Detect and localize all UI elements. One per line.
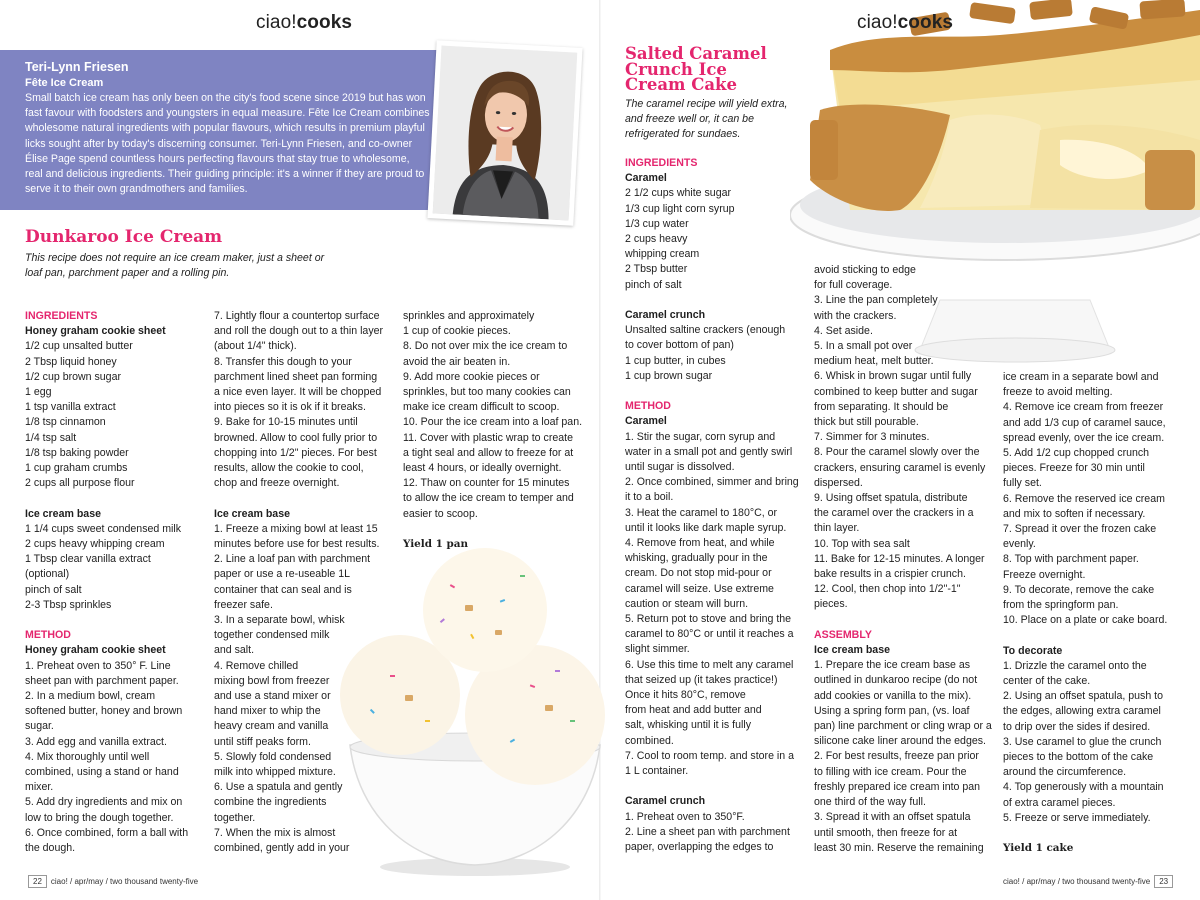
recipe-line: the dough. (25, 842, 76, 855)
recipe-line: 2. For best results, freeze pan prior (814, 750, 979, 763)
recipe-line: 2. Line a loaf pan with parchment (214, 553, 371, 566)
recipe-line: 1/2 cup unsalted butter (25, 340, 133, 353)
recipe-line: 1/4 tsp salt (25, 431, 77, 444)
profile-block (25, 60, 430, 197)
recipe-line: 8. Pour the caramel slowly over the (814, 446, 980, 459)
recipe-line: 10. Top with sea salt (814, 537, 910, 550)
recipe-line: for full coverage. (814, 279, 893, 292)
recipe-line: 2-3 Tbsp sprinkles (25, 598, 112, 611)
recipe-line: crackers, ensuring caramel is evenly (814, 461, 986, 474)
recipe-line: bake results in a crispier crunch. (814, 568, 966, 581)
subheading: Caramel crunch (625, 309, 706, 322)
recipe-line: 7. Cool to room temp. and store in a (625, 749, 794, 762)
recipe-line: combined, using a stand or hand (25, 766, 179, 779)
recipe-line: until it looks like dark maple syrup. (625, 521, 787, 534)
recipe-line: 3. Add egg and vanilla extract. (25, 735, 167, 748)
recipe-line: around the circumference. (1003, 766, 1127, 779)
dunkaroo-title: Dunkaroo Ice Cream (25, 227, 223, 247)
recipe-line: low to bring the dough together. (25, 811, 174, 824)
recipe-line: medium heat, melt butter. (814, 355, 934, 368)
recipe-line: that seized up (it takes practice!) (625, 673, 778, 686)
recipe-line: 1. Preheat oven to 350°F. (625, 810, 745, 823)
recipe-line: fully set. (1003, 477, 1042, 490)
recipe-line: and mix to soften if necessary. (1003, 507, 1146, 520)
recipe-line: to drip over the sides if desired. (1003, 720, 1151, 733)
recipe-line: together. (214, 811, 256, 824)
profile-company: Fête Ice Cream (25, 77, 104, 89)
recipe-line: 3. Heat the caramel to 180°C, or (625, 506, 778, 519)
recipe-line: caution or steam will burn. (625, 597, 749, 610)
recipe-line: caramel will seize. Use extreme (625, 582, 774, 595)
recipe-line: hand mixer to whip the (214, 705, 321, 718)
subheading: Caramel (625, 415, 667, 428)
recipe-line: 8. Transfer this dough to your (214, 355, 352, 368)
salted-column-1 (625, 156, 810, 855)
recipe-line: 5. Add dry ingredients and mix on (25, 796, 183, 809)
recipe-line: 2. Once combined, simmer and bring (625, 476, 799, 489)
recipe-line: one third of the way full. (814, 796, 926, 809)
recipe-line: whipping cream (625, 248, 700, 261)
recipe-line: pieces. (814, 598, 848, 611)
portrait-illustration (433, 46, 578, 221)
recipe-line: a tight seal and allow to freeze for at (403, 446, 574, 459)
recipe-line: 4. Set aside. (814, 324, 873, 337)
recipe-line: until stiff peaks form. (214, 735, 311, 748)
recipe-line: mixer. (25, 781, 54, 794)
recipe-line: 1 cup brown sugar (625, 369, 713, 382)
ice-cream-bowl-photo (330, 545, 620, 880)
dunkaroo-column-3 (403, 309, 588, 552)
recipe-line: evenly. (1003, 538, 1036, 551)
ice-cream-cake-photo (790, 0, 1200, 370)
recipe-line: pinch of salt (625, 278, 682, 291)
recipe-line: browned. Allow to cool fully prior to (214, 431, 378, 444)
recipe-line: avoid the air beaten in. (403, 355, 511, 368)
recipe-line: a nice even layer. It will be chopped (214, 386, 382, 399)
recipe-line: ice cream in a separate bowl and (1003, 371, 1159, 383)
recipe-line: 1. Freeze a mixing bowl at least 15 (214, 522, 378, 535)
recipe-line: 6. Remove the reserved ice cream (1003, 492, 1165, 505)
recipe-line: sprinkles, but too many cookies can (403, 386, 571, 399)
recipe-line: 11. Bake for 12-15 minutes. A longer (814, 552, 985, 565)
recipe-line: salt, whisking until it is fully (625, 719, 751, 732)
recipe-line: 5. Return pot to stove and bring the (625, 613, 792, 626)
subheading: Ice cream base (25, 507, 101, 520)
recipe-line: combined, gently add in your (214, 842, 350, 855)
recipe-line: 1 1/4 cups sweet condensed milk (25, 522, 182, 535)
recipe-line: from heat and add butter and (625, 704, 762, 717)
recipe-line: freshly prepared ice cream into pan (814, 780, 981, 793)
recipe-line: pieces. Freeze for 30 min until (1003, 462, 1145, 475)
section-heading: INGREDIENTS (25, 310, 98, 322)
recipe-line: freezer safe. (214, 598, 273, 611)
recipe-line: with the crackers. (814, 309, 897, 322)
recipe-line: 7. Simmer for 3 minutes. (814, 431, 930, 444)
recipe-line: easier to scoop. (403, 507, 478, 520)
recipe-line: 1/8 tsp baking powder (25, 446, 129, 459)
recipe-line: make ice cream difficult to scoop. (403, 401, 560, 414)
recipe-line: 1. Stir the sugar, corn syrup and (625, 430, 776, 443)
recipe-line: least 4 hours, or ideally overnight. (403, 462, 562, 475)
recipe-line: 9. Bake for 10-15 minutes until (214, 416, 358, 429)
profile-bio: Small batch ice cream has only been on the city's food scene since 2019 but has won fast favour with foodsters and youngsters in equal measure. Fête Ice Cream combines wholesome natural ingredients with popular flavours, which results in premium playful licks sought after by today's discerning consumer. Teri-Lynn Friesen, and co-owner Élise Page spend countless hours perfecting flavours that stay true to wholesome, real and delicious ingredients. Their guiding principle: it's a winner if they are proud to serve it to their own grandmothers and families. (25, 92, 430, 196)
recipe-line: Unsalted saltine crackers (enough (625, 324, 786, 337)
recipe-line: cream. Do not stop mid-pour or (625, 567, 772, 580)
recipe-line: 1/3 cup water (625, 217, 689, 230)
recipe-line: 3. In a separate bowl, whisk (214, 614, 345, 627)
yield-label: Yield 1 pan (403, 538, 469, 551)
recipe-line: 3. Line the pan completely (814, 294, 938, 307)
profile-name: Teri-Lynn Friesen (25, 60, 129, 74)
recipe-line: pieces to the bottom of the cake (1003, 751, 1154, 764)
recipe-line: 10. Pour the ice cream into a loaf pan. (403, 416, 583, 429)
recipe-line: Using a spring form pan, (vs. loaf (814, 704, 970, 717)
recipe-line: 5. Add 1/2 cup chopped crunch (1003, 447, 1150, 460)
recipe-line: outlined in dunkaroo recipe (do not (814, 674, 978, 687)
recipe-line: thin layer. (814, 522, 860, 535)
recipe-line: until sugar is dissolved. (625, 461, 735, 474)
subheading: Caramel (625, 172, 667, 185)
section-heading: INGREDIENTS (625, 157, 698, 169)
section-heading: METHOD (25, 629, 71, 642)
recipe-line: 9. To decorate, remove the cake (1003, 583, 1155, 596)
recipe-line: 9. Add more cookie pieces or (403, 370, 540, 383)
salted-column-3 (1003, 370, 1188, 856)
recipe-line: 1/8 tsp cinnamon (25, 416, 106, 429)
recipe-line: and salt. (214, 644, 255, 657)
recipe-line: 4. Mix thoroughly until well (25, 750, 150, 763)
recipe-line: 11. Cover with plastic wrap to create (403, 431, 573, 444)
subheading: Caramel crunch (625, 795, 706, 808)
recipe-line: 6. Once combined, form a ball with (25, 826, 189, 839)
recipe-line: silicone cake liner around the edges. (814, 735, 986, 748)
recipe-line: 1. Preheat oven to 350° F. Line (25, 659, 171, 672)
recipe-line: chop and freeze overnight. (214, 477, 340, 490)
spacer (403, 522, 588, 537)
recipe-line: until smooth, then freeze for at (814, 826, 958, 839)
recipe-line: 12. Cool, then chop into 1/2"-1" (814, 583, 961, 596)
recipe-line: and roll the dough out to a thin layer (214, 325, 384, 338)
salted-caramel-title: Salted Caramel Crunch Ice Cream Cake (625, 44, 767, 94)
recipe-line: softened butter, honey and brown (25, 705, 183, 718)
recipe-line: 6. Use a spatula and gently (214, 781, 343, 794)
recipe-line: 4. Remove chilled (214, 659, 299, 672)
brand-logo-left: ciao!cooks (256, 12, 353, 33)
recipe-line: the caramel over the crackers in a (814, 507, 974, 520)
recipe-line: slight simmer. (625, 643, 690, 656)
recipe-line: chopping into 1/2" pieces. For best (214, 446, 377, 459)
recipe-line: pan) line parchment or cling wrap or a (814, 720, 992, 733)
recipe-line: of extra caramel pieces. (1003, 796, 1116, 809)
recipe-line: 9. Using offset spatula, distribute (814, 492, 968, 505)
recipe-line: mixing bowl from freezer (214, 674, 330, 687)
recipe-line: Freeze overnight. (1003, 568, 1086, 581)
subheading: Honey graham cookie sheet (25, 325, 166, 338)
recipe-line: combined. (625, 734, 674, 747)
recipe-line: parchment lined sheet pan forming (214, 370, 378, 383)
recipe-line: dispersed. (814, 476, 863, 489)
recipe-line: thick but still pourable. (814, 416, 919, 429)
recipe-line: Once it hits 80°C, remove (625, 689, 746, 702)
recipe-line: 7. Lightly flour a countertop surface (214, 310, 380, 322)
folio-left: 22 ciao! / apr/may / two thousand twenty-five (24, 875, 198, 888)
recipe-line: 1 L container. (625, 765, 689, 778)
portrait-photo (427, 40, 582, 225)
recipe-line: 2 cups heavy whipping cream (25, 538, 165, 551)
spacer (25, 613, 210, 628)
brand-logo-right: ciao!cooks (857, 12, 954, 33)
recipe-line: container that can seal and is (214, 583, 352, 596)
recipe-line: combine the ingredients (214, 796, 327, 809)
recipe-line: 1 egg (25, 386, 52, 399)
recipe-line: 6. Use this time to melt any caramel (625, 658, 794, 671)
recipe-line: 2 cups all purpose flour (25, 477, 135, 490)
recipe-line: 1. Drizzle the caramel onto the (1003, 659, 1147, 672)
recipe-line: 7. When the mix is almost (214, 826, 336, 839)
recipe-line: sugar. (25, 720, 54, 733)
recipe-line: 2. In a medium bowl, cream (25, 690, 156, 703)
recipe-line: (optional) (25, 568, 70, 581)
dunkaroo-intro: This recipe does not require an ice cream maker, just a sheet or loaf pan, parchment paper and a rolling pin. (25, 252, 325, 280)
recipe-line: spread evenly, over the ice cream. (1003, 431, 1165, 444)
recipe-line: milk into whipped mixture. (214, 766, 336, 779)
recipe-line: (about 1/4" thick). (214, 340, 297, 353)
recipe-line: 5. In a small pot over (814, 340, 913, 353)
recipe-line: heavy cream and vanilla (214, 720, 329, 733)
salted-caramel-intro: The caramel recipe will yield extra, and freeze well or, it can be refrigerated for sundaes. (625, 98, 788, 141)
recipe-line: 3. Spread it with an offset spatula (814, 811, 971, 824)
spacer (1003, 826, 1188, 841)
recipe-line: combined to keep butter and sugar (814, 385, 978, 398)
recipe-line: paper or use a re-useable 1L (214, 568, 351, 581)
recipe-line: 1. Prepare the ice cream base as (814, 659, 971, 672)
recipe-line: to filling with ice cream. Pour the (814, 765, 967, 778)
recipe-line: 2. Using an offset spatula, push to (1003, 690, 1163, 703)
recipe-line: 1/3 cup light corn syrup (625, 202, 735, 215)
recipe-line: together condensed milk (214, 629, 330, 642)
recipe-line: 6. Whisk in brown sugar until fully (814, 370, 972, 383)
folio-right: ciao! / apr/may / two thousand twenty-five 23 (1003, 875, 1177, 888)
subheading: Ice cream base (814, 644, 890, 657)
recipe-line: caramel to 80°C or until it reaches a (625, 628, 794, 641)
dunkaroo-column-1 (25, 309, 210, 856)
recipe-line: 5. Freeze or serve immediately. (1003, 811, 1151, 824)
recipe-line: and add 1/3 cup of caramel sauce, (1003, 416, 1166, 429)
spacer (625, 293, 810, 308)
recipe-line: 8. Top with parchment paper. (1003, 553, 1139, 566)
recipe-line: results, allow the cookie to cool, (214, 462, 364, 475)
recipe-line: whisking, gradually pour in the (625, 552, 768, 565)
recipe-line: 4. Top generously with a mountain (1003, 781, 1164, 794)
recipe-line: pinch of salt (25, 583, 82, 596)
recipe-line: to allow the ice cream to temper and (403, 492, 574, 505)
recipe-line: avoid sticking to edge (814, 264, 916, 276)
recipe-line: 1/2 cup brown sugar (25, 370, 121, 383)
recipe-line: from the springform pan. (1003, 599, 1119, 612)
recipe-line: 2. Line a sheet pan with parchment (625, 825, 790, 838)
recipe-line: 1 cup butter, in cubes (625, 354, 726, 367)
subheading: Honey graham cookie sheet (25, 644, 166, 657)
recipe-line: 7. Spread it over the frozen cake (1003, 523, 1157, 536)
recipe-line: it to a boil. (625, 491, 674, 504)
recipe-line: 4. Remove from heat, and while (625, 537, 775, 550)
recipe-line: 3. Use caramel to glue the crunch (1003, 735, 1162, 748)
recipe-line: 2 1/2 cups white sugar (625, 187, 731, 200)
recipe-line: 4. Remove ice cream from freezer (1003, 401, 1164, 414)
recipe-line: freeze to avoid melting. (1003, 386, 1113, 399)
recipe-line: 5. Slowly fold condensed (214, 750, 332, 763)
recipe-line: 1 cup of cookie pieces. (403, 325, 511, 338)
recipe-line: water in a small pot and gently swirl (625, 445, 793, 458)
recipe-line: 8. Do not over mix the ice cream to (403, 340, 568, 353)
recipe-line: minutes before use for best results. (214, 538, 380, 551)
recipe-line: least 30 min. Reserve the remaining (814, 841, 984, 854)
recipe-line: from separating. It should be (814, 400, 949, 413)
recipe-line: add cookies or vanilla to the mix). (814, 689, 972, 702)
subheading: Ice cream base (214, 507, 290, 520)
recipe-line: 10. Place on a plate or cake board. (1003, 614, 1168, 627)
section-heading: ASSEMBLY (814, 628, 872, 641)
recipe-line: 1 cup graham crumbs (25, 462, 128, 475)
recipe-line: paper, overlapping the edges to (625, 841, 774, 854)
section-heading: METHOD (625, 400, 671, 413)
spacer (1003, 628, 1188, 643)
spacer (25, 491, 210, 506)
recipe-line: sprinkles and approximately (403, 310, 535, 322)
spacer (814, 613, 999, 628)
spacer (625, 384, 810, 399)
recipe-line: and use a stand mixer or (214, 690, 331, 703)
recipe-line: 1 tsp vanilla extract (25, 401, 116, 414)
recipe-line: center of the cake. (1003, 675, 1091, 688)
recipe-line: to cover bottom of pan) (625, 339, 734, 352)
recipe-line: 12. Thaw on counter for 15 minutes (403, 477, 570, 490)
recipe-line: 2 Tbsp butter (625, 263, 688, 276)
spacer (214, 491, 399, 506)
subheading: To decorate (1003, 644, 1063, 657)
recipe-line: 2 Tbsp liquid honey (25, 355, 117, 368)
recipe-line: 1 Tbsp clear vanilla extract (25, 553, 151, 566)
yield-label: Yield 1 cake (1003, 842, 1074, 855)
recipe-line: sheet pan with parchment paper. (25, 674, 179, 687)
spacer (625, 779, 810, 794)
recipe-line: 2 cups heavy (625, 233, 688, 246)
recipe-line: into pieces so it is ok if it breaks. (214, 401, 366, 414)
recipe-line: the edges, allowing extra caramel (1003, 705, 1161, 718)
